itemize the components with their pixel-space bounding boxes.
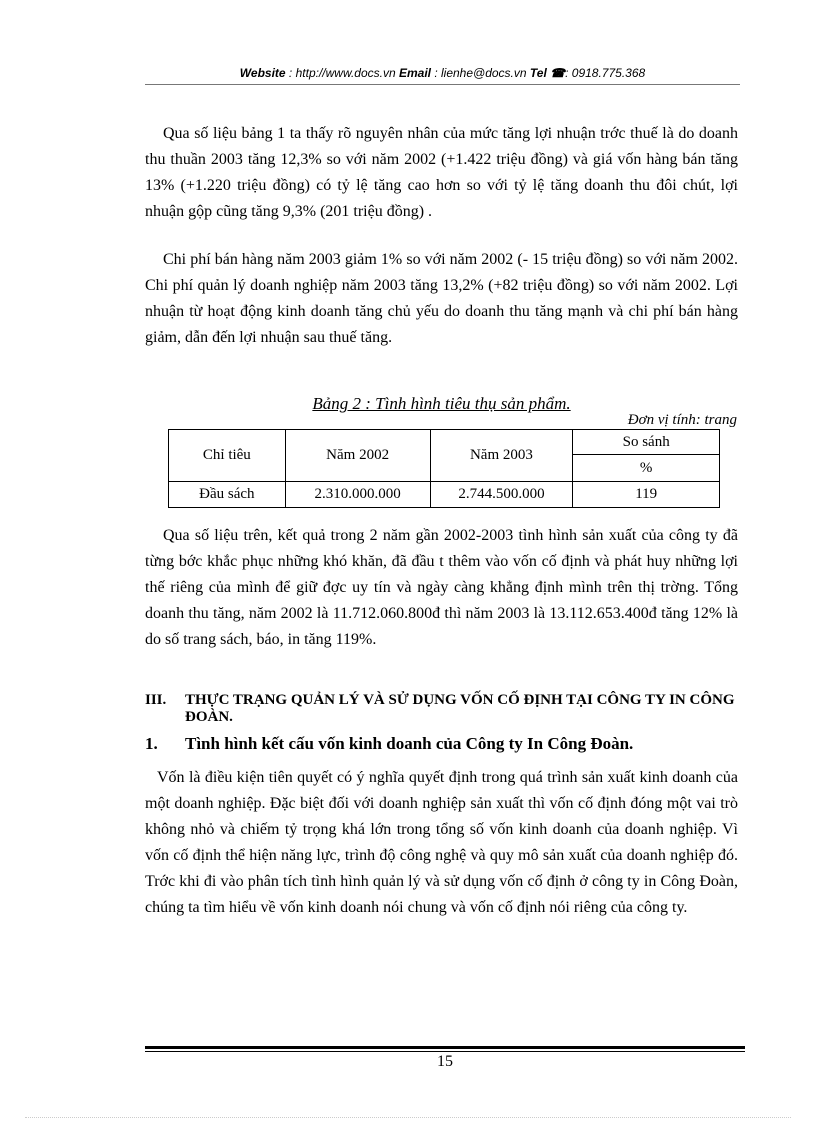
header-percent: % xyxy=(573,455,720,482)
email-value: : lienhe@docs.vn xyxy=(431,66,530,80)
subsection-number: 1. xyxy=(145,734,158,753)
table-unit: Đơn vị tính: trang xyxy=(627,412,737,428)
telephone-icon: ☎ xyxy=(550,66,566,80)
table-row xyxy=(169,482,720,508)
cell-percent: 119 xyxy=(573,482,720,508)
section-number: III. xyxy=(145,692,167,708)
email-label: Email xyxy=(398,66,431,80)
footer-divider-thick xyxy=(145,1046,745,1049)
cell-indicator: Đầu sách xyxy=(169,482,286,508)
tel-label: Tel xyxy=(529,66,547,80)
paragraph-capital: Vốn là điều kiện tiên quyết có ý nghĩa quyết định trong quá trình sản xuất kinh doanh của một doanh nghiệp. Đặc biệt đối với doanh nghiệp sản xuất thì vốn cố định đóng một vai trò không nhỏ và chiếm tỷ trọng khá lớn trong tổng số vốn kinh doanh của doanh nghiệp. Vì vốn cố định thể hiện năng lực, trình độ công nghệ và quy mô sản xuất của doanh nghiệp đó. Trớc khi đi vào phân tích tình hình quản lý và sử dụng vốn cố định ở công ty in Công Đoàn, chúng ta tìm hiểu về vốn kinh doanh nói chung và vốn cố định nói riêng của công ty. xyxy=(145,769,738,916)
sales-table xyxy=(168,429,720,508)
website-label: Website xyxy=(239,66,286,80)
paragraph-costs: Chi phí bán hàng năm 2003 giảm 1% so với năm 2002 (- 15 triệu đồng) so với năm 2002. Chi phí quản lý doanh nghiệp năm 2003 tăng 13,2% (+82 triệu đồng) so với năm 2002. Lợi nhuận từ hoạt động kinh doanh tăng chủ yếu do doanh thu tăng mạnh và chi phí bán hàng giảm, dẫn đến lợi nhuận sau thuế tăng. xyxy=(145,251,738,346)
page-bottom-dotted-line xyxy=(25,1117,791,1118)
cell-year-2003: 2.744.500.000 xyxy=(430,482,573,508)
website-value: : http://www.docs.vn xyxy=(285,66,399,80)
page-number: 15 xyxy=(437,1053,453,1070)
paragraph-results: Qua số liệu trên, kết quả trong 2 năm gần 2002-2003 tình hình sản xuất của công ty đã từng bớc khắc phục những khó khăn, đã đầu t thêm vào vốn cố định và phát huy những lợi thế riêng của mình để giữ đợc uy tín và ngày càng khẳng định mình trên thị trờng. Tổng doanh thu tăng, năm 2002 là 11.712.060.800đ thì năm 2003 là 13.112.653.400đ tăng 12% là do số trang sách, báo, in tăng 119%. xyxy=(145,527,738,648)
subsection-title: Tình hình kết cấu vốn kinh doanh của Công ty In Công Đoàn. xyxy=(185,734,634,753)
header-compare: So sánh xyxy=(573,430,720,455)
header-year-2002: Năm 2002 xyxy=(285,430,430,482)
page-header xyxy=(145,66,740,80)
section-title: THỰC TRẠNG QUẢN LÝ VÀ SỬ DỤNG VỐN CỐ ĐỊNH TẠI CÔNG TY IN CÔNG ĐOÀN. xyxy=(185,692,735,725)
header-year-2003: Năm 2003 xyxy=(430,430,573,482)
paragraph-profit-analysis: Qua số liệu bảng 1 ta thấy rõ nguyên nhân của mức tăng lợi nhuận trớc thuế là do doanh thu thuần 2003 tăng 12,3% so với năm 2002 (+1.422 triệu đồng) và giá vốn hàng bán tăng 13% (+1.220 triệu đồng) có tỷ lệ tăng cao hơn so với tỷ lệ tăng doanh thu đôi chút, lợi nhuận gộp cũng tăng 9,3% (201 triệu đồng) . xyxy=(145,125,738,220)
tel-value: : 0918.775.368 xyxy=(565,66,646,80)
header-indicator: Chỉ tiêu xyxy=(169,430,286,482)
header-divider xyxy=(145,84,740,85)
footer-divider-thin xyxy=(145,1051,745,1052)
cell-year-2002: 2.310.000.000 xyxy=(285,482,430,508)
table-caption: Bảng 2 : Tình hình tiêu thụ sản phẩm. xyxy=(312,394,571,413)
